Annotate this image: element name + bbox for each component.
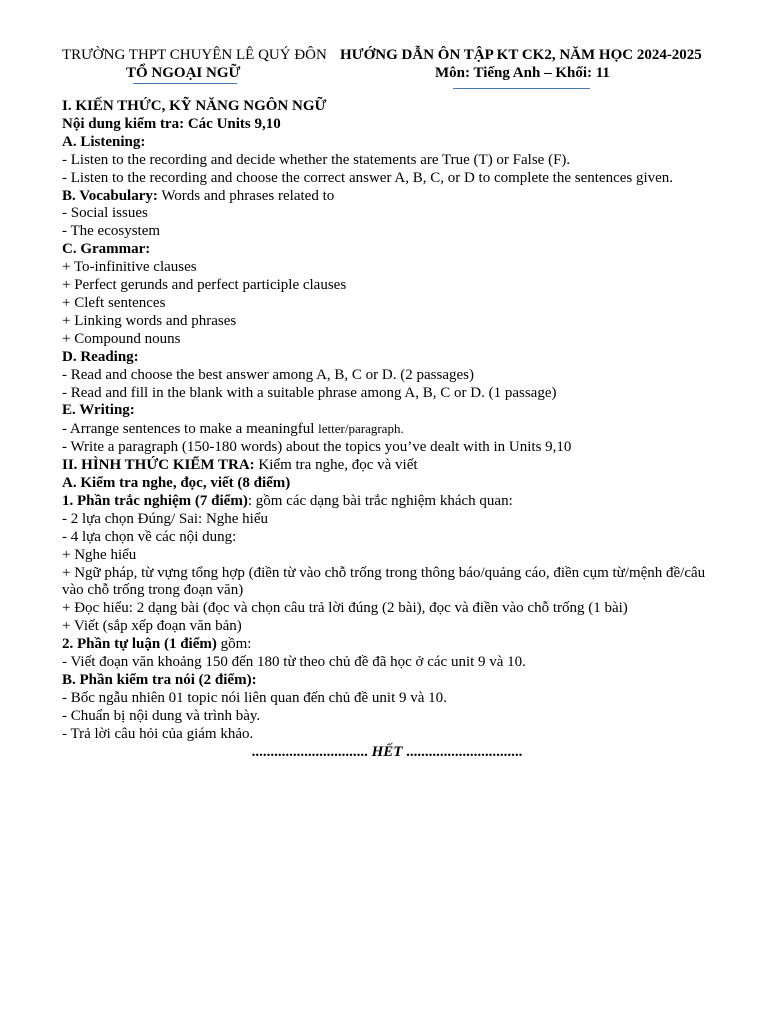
subject-line: Môn: Tiếng Anh – Khối: 11: [435, 65, 610, 81]
listening-heading: A. Listening:: [62, 133, 146, 150]
list-item: - Listen to the recording and choose the correct answer A, B, C, or D to complete the sentences given.: [62, 169, 674, 186]
essay-heading: 2. Phần tự luận (1 điểm) gồm:: [62, 636, 252, 653]
list-item: - Arrange sentences to make a meaningful letter/paragraph.: [62, 421, 404, 438]
document-title: HƯỚNG DẪN ÔN TẬP KT CK2, NĂM HỌC 2024-2025: [340, 47, 702, 63]
list-item: + Perfect gerunds and perfect participle clauses: [62, 277, 347, 294]
list-item: + Đọc hiểu: 2 dạng bài (đọc và chọn câu trả lời đúng (2 bài), đọc và điền vào chỗ trống (1 bài): [62, 600, 628, 617]
list-item: - Social issues: [62, 205, 148, 222]
section-2-heading: II. HÌNH THỨC KIỂM TRA: Kiểm tra nghe, đọc và viết: [62, 457, 418, 474]
list-item: + To-infinitive clauses: [62, 259, 197, 276]
part-b-heading: B. Phần kiểm tra nói (2 điểm):: [62, 672, 257, 688]
department-underline: [133, 83, 237, 84]
list-item: - Bốc ngẫu nhiên 01 topic nói liên quan đến chủ đề unit 9 và 10.: [62, 689, 447, 706]
list-item: + Linking words and phrases: [62, 312, 237, 329]
list-item: - Write a paragraph (150-180 words) about the topics you’ve dealt with in Units 9,10: [62, 439, 572, 456]
writing-heading: E. Writing:: [62, 402, 135, 419]
list-item: - The ecosystem: [62, 223, 161, 240]
test-content: Nội dung kiểm tra: Các Units 9,10: [62, 115, 281, 132]
list-item: + Ngữ pháp, từ vựng tổng hợp (điền từ vào chỗ trống trong thông báo/quảng cáo, điền cụm từ/mệnh đề/câu vào chỗ trống trong đoạn văn): [62, 564, 706, 599]
school-name: TRƯỜNG THPT CHUYÊN LÊ QUÝ ĐÔN: [62, 47, 327, 63]
list-item: - Read and fill in the blank with a suitable phrase among A, B, C or D. (1 passage): [62, 384, 557, 401]
list-item: - 2 lựa chọn Đúng/ Sai: Nghe hiểu: [62, 510, 269, 527]
list-item: - Read and choose the best answer among A, B, C or D. (2 passages): [62, 366, 474, 383]
document-body: [62, 98, 712, 762]
vocabulary-heading: B. Vocabulary: Words and phrases related to: [62, 187, 335, 204]
list-item: - Trả lời câu hỏi của giám khảo.: [62, 725, 254, 742]
list-item: + Compound nouns: [62, 330, 181, 347]
grammar-heading: C. Grammar:: [62, 241, 151, 258]
multiple-choice-heading: 1. Phần trắc nghiệm (7 điểm): gồm các dạng bài trắc nghiệm khách quan:: [62, 492, 513, 509]
list-item: - Viết đoạn văn khoảng 150 đến 180 từ theo chủ đề đã học ở các unit 9 và 10.: [62, 654, 526, 671]
end-marker: ............................... HẾT ...............................: [251, 743, 523, 760]
list-item: - Chuẩn bị nội dung và trình bày.: [62, 707, 261, 724]
list-item: - 4 lựa chọn về các nội dung:: [62, 528, 237, 545]
list-item: + Viết (sắp xếp đoạn văn bản): [62, 618, 242, 635]
part-a-heading: A. Kiểm tra nghe, đọc, viết (8 điểm): [62, 475, 291, 492]
section-1-heading: I. KIẾN THỨC, KỸ NĂNG NGÔN NGỮ: [62, 98, 327, 114]
reading-heading: D. Reading:: [62, 348, 139, 365]
subject-underline: [453, 88, 590, 89]
department-name: TỔ NGOẠI NGỮ: [126, 65, 241, 81]
list-item: - Listen to the recording and decide whether the statements are True (T) or False (F).: [62, 151, 571, 168]
list-item: + Cleft sentences: [62, 294, 166, 311]
list-item: + Nghe hiểu: [62, 546, 137, 563]
